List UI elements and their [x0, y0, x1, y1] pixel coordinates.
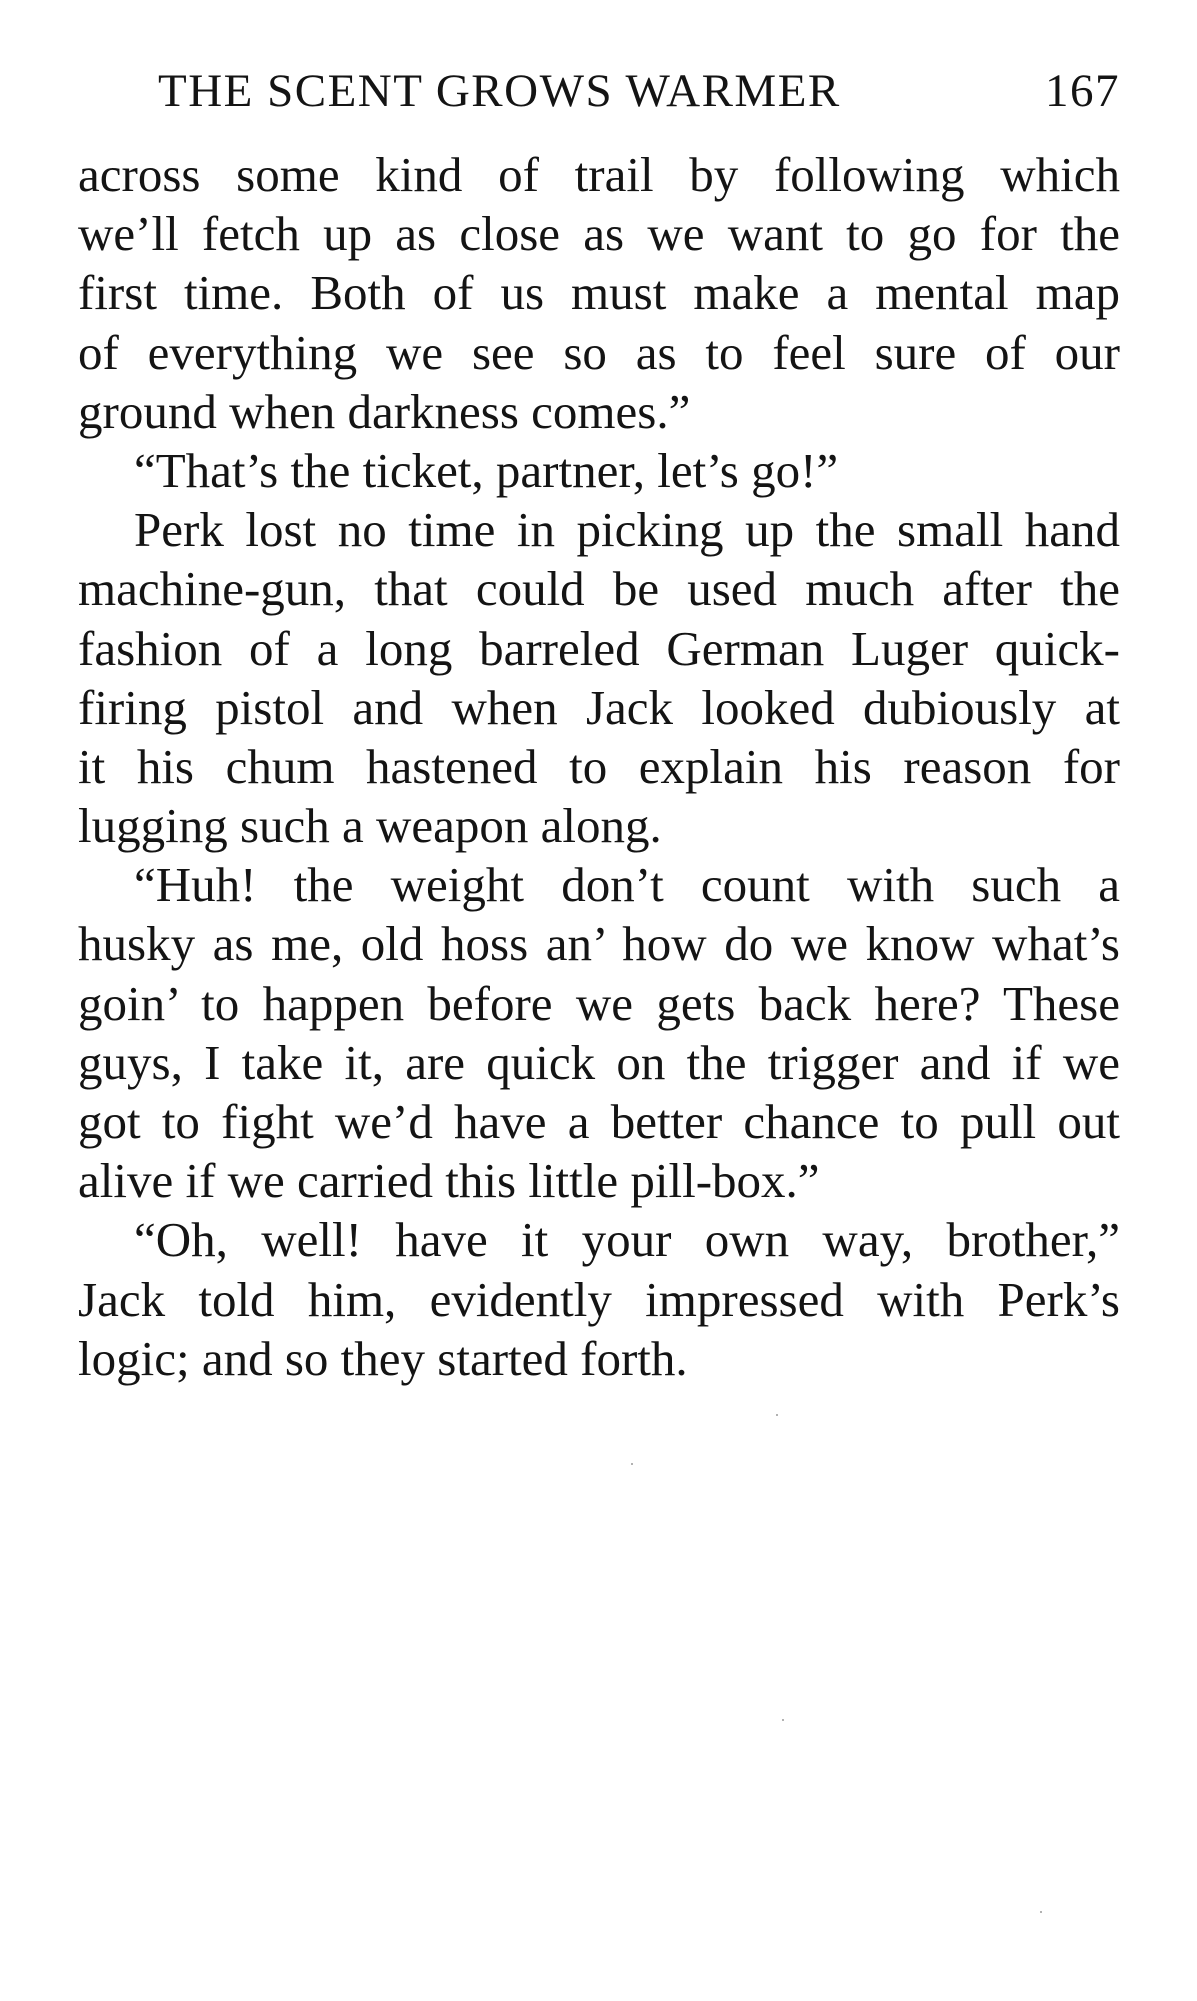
- text-line: guys, I take it, are quick on the trigger and if we: [78, 1034, 1120, 1090]
- text-line: ground when darkness comes.”: [78, 383, 691, 439]
- scan-speck: [782, 1719, 784, 1721]
- text-line: it his chum hastened to explain his reason for: [78, 738, 1120, 794]
- text-line: “Huh! the weight don’t count with such a: [134, 857, 1120, 913]
- text-line: husky as me, old hoss an’ how do we know what’s: [78, 916, 1120, 972]
- text-line: goin’ to happen before we gets back here? These: [78, 975, 1120, 1031]
- text-line: across some kind of trail by following which: [78, 147, 1120, 202]
- body-text: [78, 145, 1120, 1388]
- text-line: Jack told him, evidently impressed with Perk’s: [78, 1271, 1120, 1327]
- text-line: “Oh, well! have it your own way, brother,”: [134, 1212, 1120, 1268]
- scan-speck: [1040, 1911, 1042, 1913]
- text-line: “That’s the ticket, partner, let’s go!”: [134, 442, 839, 498]
- text-line: Perk lost no time in picking up the small hand: [134, 502, 1120, 558]
- scan-speck: [631, 1463, 633, 1465]
- chapter-title: THE SCENT GROWS WARMER: [158, 65, 841, 117]
- text-line: machine-gun, that could be used much after the: [78, 561, 1120, 617]
- text-line: lugging such a weapon along.: [78, 798, 662, 854]
- text-line: fashion of a long barreled German Luger quick-: [78, 620, 1120, 676]
- text-line: got to fight we’d have a better chance to pull out: [78, 1094, 1120, 1149]
- text-line: first time. Both of us must make a mental map: [78, 265, 1120, 321]
- page-number: 167: [1045, 65, 1120, 117]
- text-line: logic; and so they started forth.: [78, 1330, 688, 1386]
- text-line: alive if we carried this little pill-box.”: [78, 1153, 820, 1209]
- running-head: [158, 56, 1120, 126]
- scan-speck: [776, 1414, 778, 1416]
- text-line: of everything we see so as to feel sure of our: [78, 324, 1120, 380]
- text-line: firing pistol and when Jack looked dubiously at: [78, 679, 1120, 735]
- text-line: we’ll fetch up as close as we want to go for the: [78, 206, 1120, 262]
